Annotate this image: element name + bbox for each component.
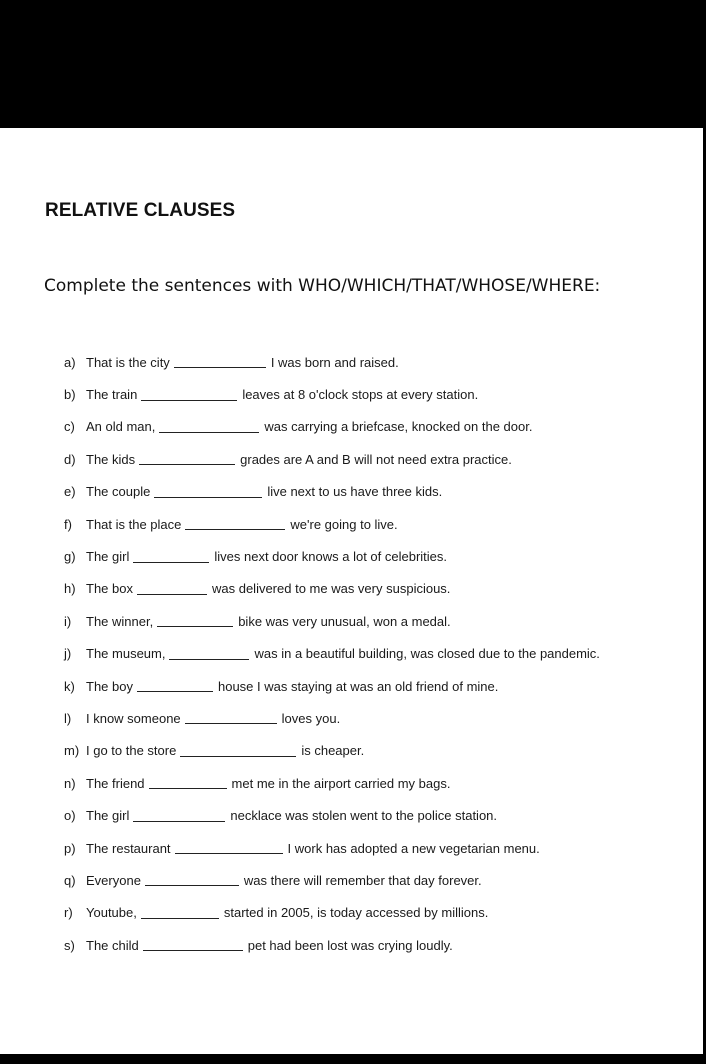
exercise-item: [64, 767, 600, 799]
item-text-after: loves you.: [281, 710, 341, 726]
item-letter: s): [64, 937, 75, 953]
item-letter: p): [64, 840, 76, 856]
worksheet-page: [0, 128, 703, 1054]
item-letter: l): [64, 710, 72, 726]
item-letter: n): [64, 775, 76, 791]
item-text-after: live next to us have three kids.: [267, 484, 443, 500]
item-text-before: The girl: [86, 808, 130, 824]
exercise-item: [64, 476, 600, 508]
answer-blank[interactable]: [137, 680, 213, 692]
item-text-before: I know someone: [86, 710, 181, 726]
answer-blank[interactable]: [185, 712, 277, 724]
item-text-after: is cheaper.: [301, 743, 365, 759]
item-text-after: necklace was stolen went to the police station.: [230, 808, 498, 824]
exercise-item: [64, 638, 600, 670]
exercise-item: [64, 702, 600, 734]
exercise-item: [64, 378, 600, 410]
item-text-after: I work has adopted a new vegetarian menu.: [287, 840, 540, 856]
item-text-after: was carrying a briefcase, knocked on the door.: [264, 419, 533, 435]
item-text-after: met me in the airport carried my bags.: [231, 775, 451, 791]
item-text-before: The girl: [86, 549, 130, 565]
item-letter: k): [64, 678, 75, 694]
item-text-after: leaves at 8 o'clock stops at every station.: [242, 387, 479, 403]
item-text-after: I was born and raised.: [270, 354, 399, 370]
item-text-before: Everyone: [86, 872, 141, 888]
exercise-item: [64, 929, 600, 961]
item-letter: g): [64, 549, 76, 565]
item-text-before: The child: [86, 937, 139, 953]
answer-blank[interactable]: [137, 583, 207, 595]
item-text-before: I go to the store: [86, 743, 177, 759]
item-text-before: The restaurant: [86, 840, 171, 856]
item-text-after: house I was staying at was an old friend of mine.: [217, 678, 499, 694]
item-text-before: The museum,: [86, 646, 166, 662]
item-text-after: was in a beautiful building, was closed due to the pandemic.: [254, 646, 600, 662]
exercise-item: [64, 573, 600, 605]
item-text-after: pet had been lost was crying loudly.: [247, 937, 453, 953]
answer-blank[interactable]: [141, 907, 219, 919]
item-letter: a): [64, 354, 76, 370]
item-text-after: started in 2005, is today accessed by millions.: [223, 905, 489, 921]
item-letter: b): [64, 387, 76, 403]
exercise-item: [64, 346, 600, 378]
answer-blank[interactable]: [169, 648, 249, 660]
exercise-item: [64, 670, 600, 702]
answer-blank[interactable]: [143, 939, 243, 951]
exercise-item: [64, 897, 600, 929]
answer-blank[interactable]: [149, 777, 227, 789]
item-letter: r): [64, 905, 73, 921]
exercise-item: [64, 832, 600, 864]
item-letter: c): [64, 419, 75, 435]
answer-blank[interactable]: [174, 356, 266, 368]
exercise-item: [64, 508, 600, 540]
worksheet-instructions: Complete the sentences with WHO/WHICH/THAT/WHOSE/WHERE:: [44, 276, 601, 296]
item-letter: i): [64, 613, 72, 629]
answer-blank[interactable]: [159, 421, 259, 433]
item-letter: q): [64, 872, 76, 888]
exercise-item: [64, 605, 600, 637]
answer-blank[interactable]: [175, 842, 283, 854]
item-letter: f): [64, 516, 72, 532]
exercise-list: [64, 346, 600, 961]
item-letter: m): [64, 743, 80, 759]
answer-blank[interactable]: [157, 615, 233, 627]
exercise-item: [64, 864, 600, 896]
exercise-item: [64, 735, 600, 767]
exercise-item: [64, 799, 600, 831]
item-text-after: we're going to live.: [290, 516, 398, 532]
item-text-after: bike was very unusual, won a medal.: [238, 613, 451, 629]
worksheet-title: RELATIVE CLAUSES: [45, 200, 236, 221]
item-text-before: That is the city: [86, 354, 170, 370]
exercise-item: [64, 411, 600, 443]
item-text-before: An old man,: [86, 419, 156, 435]
item-text-after: was delivered to me was very suspicious.: [211, 581, 451, 597]
answer-blank[interactable]: [133, 810, 225, 822]
item-letter: j): [64, 646, 72, 662]
answer-blank[interactable]: [141, 389, 237, 401]
answer-blank[interactable]: [133, 551, 209, 563]
item-text-before: Youtube,: [86, 905, 137, 921]
item-text-after: was there will remember that day forever.: [243, 872, 482, 888]
item-text-before: The winner,: [86, 613, 154, 629]
item-text-before: The box: [86, 581, 133, 597]
item-letter: e): [64, 484, 76, 500]
answer-blank[interactable]: [145, 874, 239, 886]
item-letter: d): [64, 451, 76, 467]
answer-blank[interactable]: [139, 453, 235, 465]
item-letter: o): [64, 808, 76, 824]
answer-blank[interactable]: [154, 486, 262, 498]
item-text-before: The kids: [86, 451, 136, 467]
exercise-item: [64, 540, 600, 572]
item-text-before: The boy: [86, 678, 133, 694]
answer-blank[interactable]: [185, 518, 285, 530]
item-text-before: The train: [86, 387, 138, 403]
item-text-after: grades are A and B will not need extra practice.: [240, 451, 512, 467]
answer-blank[interactable]: [180, 745, 296, 757]
item-text-before: The couple: [86, 484, 151, 500]
exercise-item: [64, 443, 600, 475]
item-text-after: lives next door knows a lot of celebrities.: [214, 549, 448, 565]
item-text-before: The friend: [86, 775, 145, 791]
item-letter: h): [64, 581, 76, 597]
item-text-before: That is the place: [86, 516, 182, 532]
